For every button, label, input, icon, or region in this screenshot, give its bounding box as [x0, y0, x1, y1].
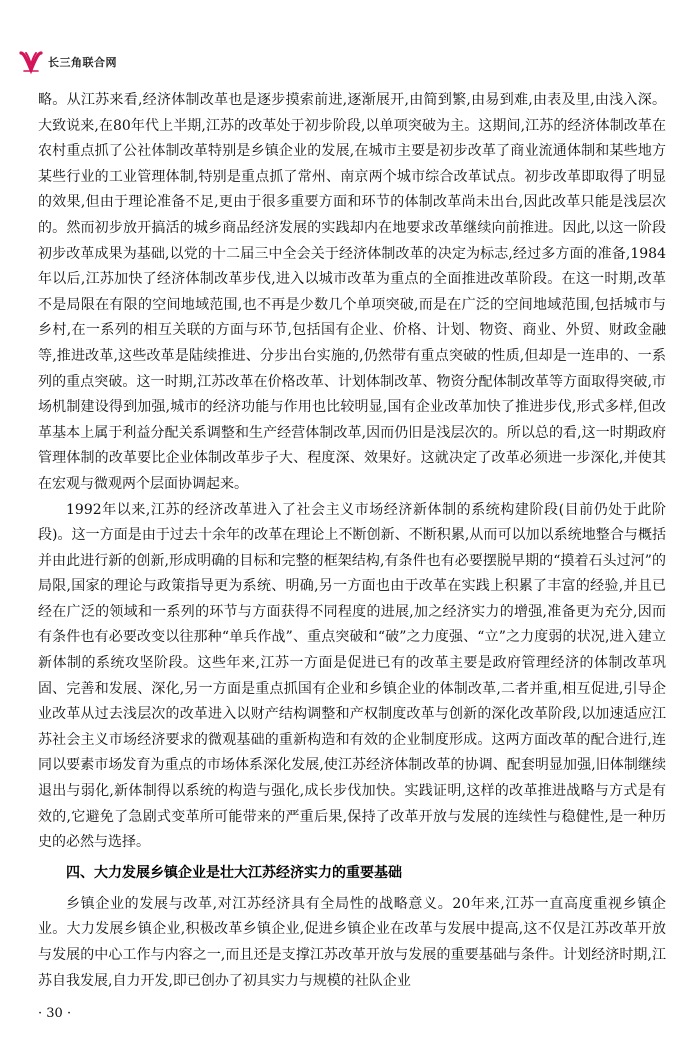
stylized-v-logo-icon [18, 50, 44, 74]
paragraph-2: 1992年以来,江苏的经济改革进入了社会主义市场经济新体制的系统构建阶段(目前仍处于此阶段)。这一方面是由于过去十余年的改革在理论上不断创新、不断积累,从而可以加以系统地整合与概括并由此进行新的创新,形成明确的目标和完整的框架结构,有条件也有必要摆脱早期的“摸着石头过河”的局限,国家的理论与政策指导更为系统、明确,另一方面也由于改革在实践上积累了丰富的经验,并且已经在广泛的领域和一系列的环节与方面获得不同程度的进展,加之经济实力的增强,准备更为充分,因而有条件也有必要改变以往那种“单兵作战”、重点突破和“破”之力度强、“立”之力度弱的状况,进入建立新体制的系统攻坚阶段。这些年来,江苏一方面是促进已有的改革主要是政府管理经济的体制改革巩固、完善和发展、深化,另一方面是重点抓国有企业和乡镇企业的体制改革,二者并重,相互促进,引导企业改革从过去浅层次的改革进入以财产结构调整和产权制度改革与创新的深化改革阶段,以加速适应江苏社会主义市场经济要求的微观基础的重新构造和有效的企业制度形成。这两方面改革的配合进行,连同以要素市场发育为重点的市场体系深化发展,使江苏经济体制改革的协调、配套明显加强,旧体制继续退出与弱化,新体制得以系统的构造与强化,成长步伐加快。实践证明,这样的改革推进战略与方式是有效的,它避免了急剧式变革所可能带来的严重后果,保持了改革开放与发展的连续性与稳健性,是一种历史的必然与选择。 [38, 501, 666, 851]
paragraph-1: 略。从江苏来看,经济体制改革也是逐步摸索前进,逐渐展开,由简到繁,由易到难,由表及里,由浅入深。大致说来,在80年代上半期,江苏的改革处于初步阶段,以单项突破为主。这期间,江苏的经济体制改革在农村重点抓了公社体制改革特别是乡镇企业的发展,在城市主要是初步改革了商业流通体制和某些地方某些行业的工业管理体制,特别是重点抓了常州、南京两个城市综合改革试点。初步改革即取得了明显的效果,但由于理论准备不足,更由于很多重要方面和环节的体制改革尚未出台,因此改革只能是浅层次的。然而初步放开搞活的城乡商品经济发展的实践却内在地要求改革继续向前推进。因此,以这一阶段初步改革成果为基础,以党的十二届三中全会关于经济体制改革的决定为标志,经过多方面的准备,1984年以后,江苏加快了经济体制改革步伐,进入以城市改革为重点的全面推进改革阶段。在这一时期,改革不是局限在有限的空间地域范围,也不再是少数几个单项突破,而是在广泛的空间地域范围,包括城市与乡村,在一系列的相互关联的方面与环节,包括国有企业、价格、计划、物资、商业、外贸、财政金融等,推进改革,这些改革是陆续推进、分步出台实施的,仍然带有重点突破的性质,但却是一连串的、一系列的重点突破。这一时期,江苏改革在价格改革、计划体制改革、物资分配体制改革等方面取得突破,市场机制建设得到加强,城市的经济功能与作用也比较明显,国有企业改革加快了推进步伐,形式多样,但改革基本上属于利益分配关系调整和生产经营体制改革,因而仍旧是浅层次的。所以总的看,这一时期政府管理体制的改革要比企业体制改革步子大、程度深、效果好。这就决定了改革必须进一步深化,并使其在宏观与微观两个层面协调起来。 [38, 92, 666, 492]
paragraph-3: 乡镇企业的发展与改革,对江苏经济具有全局性的战略意义。20年来,江苏一直高度重视乡镇企业。大力发展乡镇企业,积极改革乡镇企业,促进乡镇企业在改革与发展中提高,这不仅是江苏改革开放与发展的中心工作与内容之一,而且还是支撑江苏改革开放与发展的重要基础与条件。计划经济时期,江苏自我发展,自力开发,即已创办了初具实力与规模的社队企业 [38, 895, 666, 989]
site-name: 长三角联合网 [48, 56, 117, 69]
page-header [18, 50, 117, 74]
page-body [38, 88, 666, 994]
page-number: · 30 · [38, 1006, 72, 1021]
section-heading: 四、大力发展乡镇企业是壮大江苏经济实力的重要基础 [66, 864, 402, 881]
